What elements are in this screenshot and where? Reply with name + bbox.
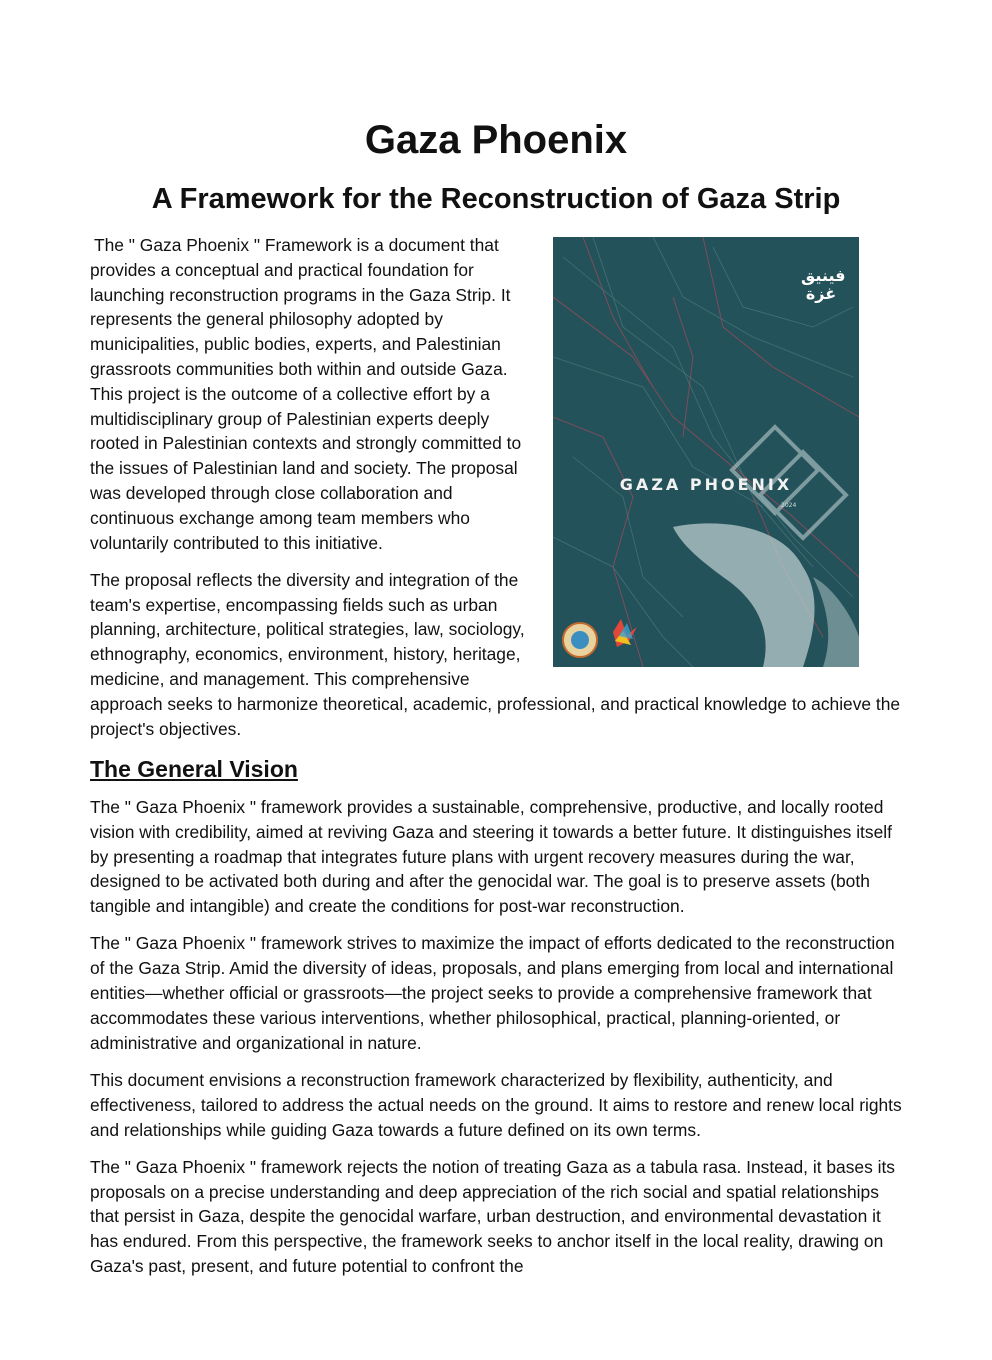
vision-paragraph-3: This document envisions a reconstruction framework characterized by flexibility, authenticity, and effectiveness, tailored to address the actual needs on the ground. It aims to restore and renew local rights and relationships while guiding Gaza towards a future defined on its own terms. [90, 1069, 902, 1140]
cover-arabic-logo: فينيق غزة [801, 266, 846, 303]
cover-title: GAZA PHOENIX [619, 475, 793, 494]
vision-paragraph-1: The " Gaza Phoenix " framework provides a sustainable, comprehensive, productive, and locally rooted vision with credibility, aimed at reviving Gaza and steering it towards a better future. It distinguishes itself by presenting a roadmap that integrates future plans with urgent recovery measures during the war, designed to be activated both during and after the genocidal war. The goal is to preserve assets (both tangible and intangible) and create the conditions for post-war reconstruction. [90, 796, 892, 917]
document-body [90, 233, 902, 1291]
intro-paragraph-2: The proposal reflects the diversity and integration of the team's expertise, encompassing fields such as urban planning, architecture, political strategies, law, sociology, ethnography, economics, environment, history, heritage, medicine, and management. This comprehensive approach seeks to harmonize theoretical, academic, professional, and practical knowledge to achieve the project's objectives. [90, 569, 901, 739]
vision-paragraph-2: The " Gaza Phoenix " framework strives to maximize the impact of efforts dedicated to the reconstruction of the Gaza Strip. Amid the diversity of ideas, proposals, and plans emerging from local and international entities—whether official or grassroots—the project seeks to provide a comprehensive framework that accommodates these various interventions, whether philosophical, practical, planning-oriented, or administrative and organizational in nature. [90, 933, 895, 1053]
document-title: Gaza Phoenix [364, 118, 628, 162]
intro-paragraph-1: The " Gaza Phoenix " Framework is a document that provides a conceptual and practical foundation for launching reconstruction programs in the Gaza Strip. It represents the general philosophy adopted by municipalities, public bodies, experts, and Palestinian grassroots communities both within and outside Gaza. This project is the outcome of a collective effort by a multidisciplinary group of Palestinian experts deeply rooted in Palestinian contexts and strongly committed to the issues of Palestinian land and society. The proposal was developed through close collaboration and continuous exchange among team members who voluntarily contributed to this initiative. [90, 235, 522, 553]
cover-year: 2024 [781, 502, 797, 509]
document-subtitle: A Framework for the Reconstruction of Gaza Strip [151, 183, 841, 215]
section-heading-general-vision: The General Vision [90, 755, 298, 782]
vision-paragraph-4: The " Gaza Phoenix " framework rejects the notion of treating Gaza as a tabula rasa. Instead, it bases its proposals on a precise understanding and deep appreciation of the rich social and spatial relationships that persist in Gaza, despite the genocidal warfare, urban destruction, and environmental devastation it has endured. From this perspective, the framework seeks to anchor itself in the local reality, drawing on Gaza's past, present, and future potential to confront the [90, 1156, 896, 1276]
cover-image [553, 237, 859, 667]
